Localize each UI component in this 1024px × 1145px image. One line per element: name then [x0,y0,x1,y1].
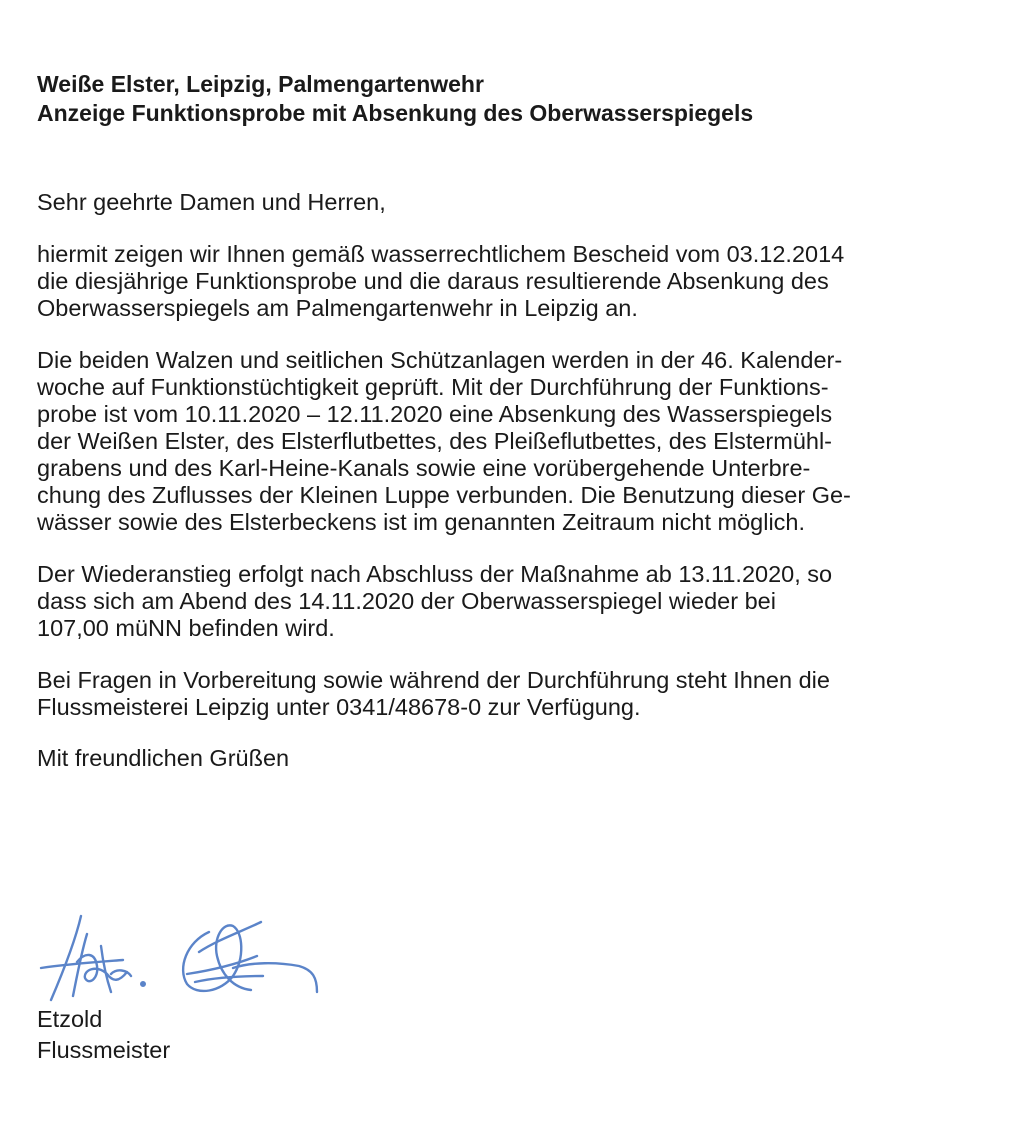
subject-line-2: Anzeige Funktionsprobe mit Absenkung des Oberwasserspiegels [37,100,754,126]
paragraph-line: Bei Fragen in Vorbereitung sowie während der Durchführung steht Ihnen die [37,667,830,693]
paragraph-line: die diesjährige Funktionsprobe und die daraus resultierende Absenkung des [37,268,829,294]
paragraph-line: 107,00 müNN befinden wird. [37,615,335,641]
handwritten-signature [37,912,327,1012]
subject-line-1: Weiße Elster, Leipzig, Palmengartenwehr [37,71,484,97]
paragraph-contact [37,667,997,721]
paragraph-line: chung des Zuflusses der Kleinen Luppe verbunden. Die Benutzung dieser Ge- [37,482,851,508]
paragraph-line: grabens und des Karl-Heine-Kanals sowie eine vorübergehende Unterbre- [37,455,811,481]
signer-title: Flussmeister [37,1037,171,1063]
paragraph-line: Oberwasserspiegels am Palmengartenwehr in Leipzig an. [37,295,638,321]
paragraph-details [37,347,997,536]
paragraph-line: probe ist vom 10.11.2020 – 12.11.2020 eine Absenkung des Wasserspiegels [37,401,833,427]
paragraph-line: Flussmeisterei Leipzig unter 0341/48678-0 zur Verfügung. [37,694,641,720]
closing-phrase: Mit freundlichen Grüßen [37,745,290,771]
paragraph-line: der Weißen Elster, des Elsterflutbettes, des Pleißeflutbettes, des Elstermühl- [37,428,833,454]
paragraph-announcement [37,241,997,322]
paragraph-line: wässer sowie des Elsterbeckens ist im genannten Zeitraum nicht möglich. [37,509,806,535]
paragraph-recovery [37,561,997,642]
paragraph-line: dass sich am Abend des 14.11.2020 der Oberwasserspiegel wieder bei [37,588,776,614]
paragraph-line: Der Wiederanstieg erfolgt nach Abschluss der Maßnahme ab 13.11.2020, so [37,561,833,587]
subject-heading [37,70,997,128]
signer-name: Etzold [37,1006,103,1032]
paragraph-line: woche auf Funktionstüchtigkeit geprüft. Mit der Durchführung der Funktions- [37,374,829,400]
salutation: Sehr geehrte Damen und Herren, [37,189,386,215]
paragraph-line: hiermit zeigen wir Ihnen gemäß wasserrechtlichem Bescheid vom 03.12.2014 [37,241,845,267]
letter [37,70,997,772]
paragraph-line: Die beiden Walzen und seitlichen Schützanlagen werden in der 46. Kalender- [37,347,843,373]
signer-block [37,1004,170,1066]
